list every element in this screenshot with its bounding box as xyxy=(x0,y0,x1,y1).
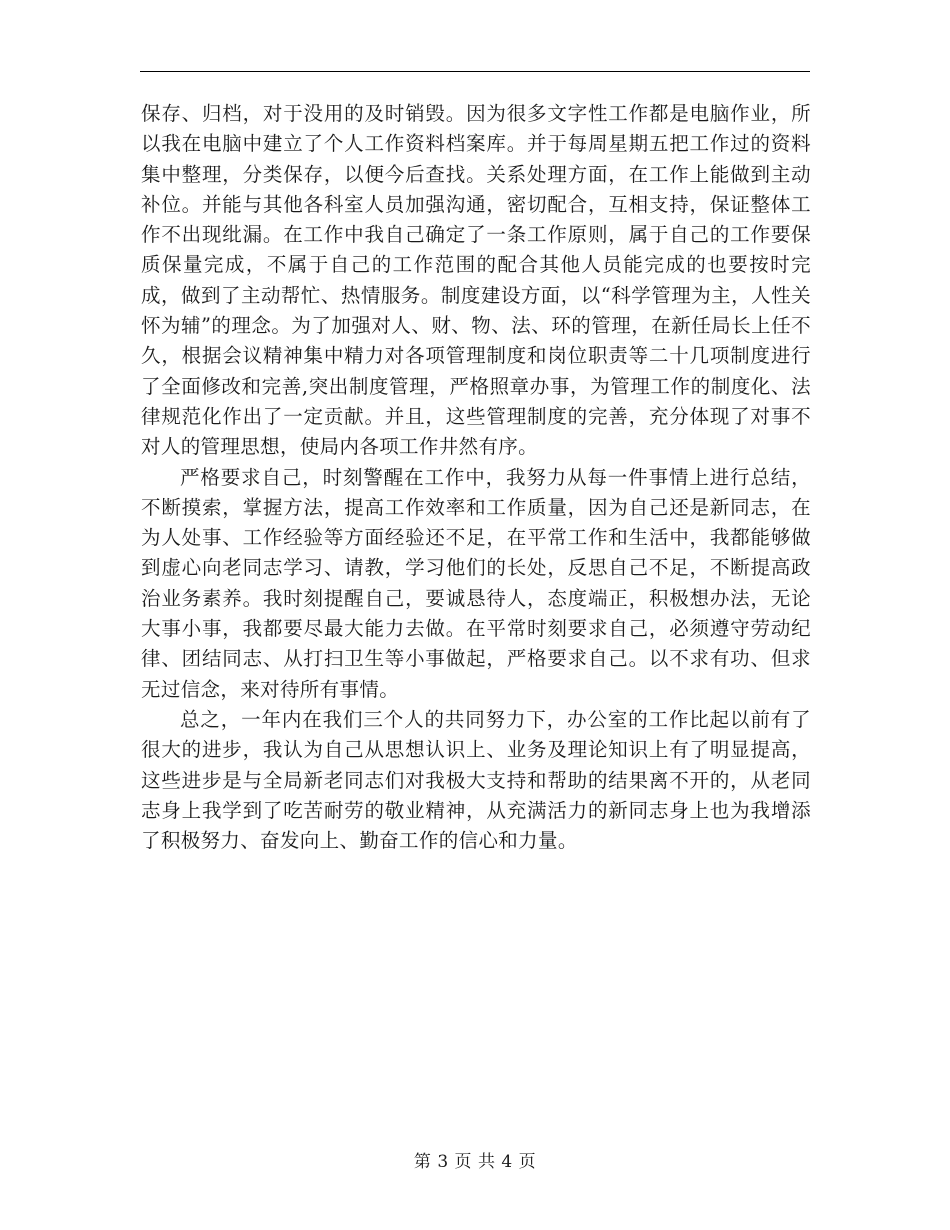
header-rule xyxy=(140,71,810,72)
paragraph-2: 严格要求自己，时刻警醒在工作中，我努力从每一件事情上进行总结，不断摸索，掌握方法，提高工作效率和工作质量，因为自己还是新同志，在为人处事、工作经验等方面经验还不足，在平常工作和生活中，我都能够做到虚心向老同志学习、请教，学习他们的长处，反思自己不足，不断提高政治业务素养。我时刻提醒自己，要诚恳待人，态度端正，积极想办法，无论大事小事，我都要尽最大能力去做。在平常时刻要求自己，必须遵守劳动纪律、团结同志、从打扫卫生等小事做起，严格要求自己。以不求有功、但求无过信念，来对待所有事情。 xyxy=(141,465,811,701)
page-number-footer: 第 3 页 共 4 页 xyxy=(413,1152,537,1172)
paragraph-1: 保存、归档，对于没用的及时销毁。因为很多文字性工作都是电脑作业，所以我在电脑中建立了个人工作资料档案库。并于每周星期五把工作过的资料集中整理，分类保存，以便今后查找。关系处理方面，在工作上能做到主动补位。并能与其他各科室人员加强沟通，密切配合，互相支持，保证整体工作不出现纰漏。在工作中我自己确定了一条工作原则，属于自己的工作要保质保量完成，不属于自己的工作范围的配合其他人员能完成的也要按时完成，做到了主动帮忙、热情服务。制度建设方面，以“科学管理为主，人性关怀为辅”的理念。为了加强对人、财、物、法、环的管理，在新任局长上任不久，根据会议精神集中精力对各项管理制度和岗位职责等二十几项制度进行了全面修改和完善,突出制度管理，严格照章办事，为管理工作的制度化、法律规范化作出了一定贡献。并且，这些管理制度的完善，充分体现了对事不对人的管理思想，使局内各项工作井然有序。 xyxy=(141,102,811,459)
document-body xyxy=(141,99,811,856)
paragraph-3: 总之，一年内在我们三个人的共同努力下，办公室的工作比起以前有了很大的进步，我认为自己从思想认识上、业务及理论知识上有了明显提高，这些进步是与全局新老同志们对我极大支持和帮助的结果离不开的，从老同志身上我学到了吃苦耐劳的敬业精神，从充满活力的新同志身上也为我增添了积极努力、奋发向上、勤奋工作的信心和力量。 xyxy=(141,707,811,853)
